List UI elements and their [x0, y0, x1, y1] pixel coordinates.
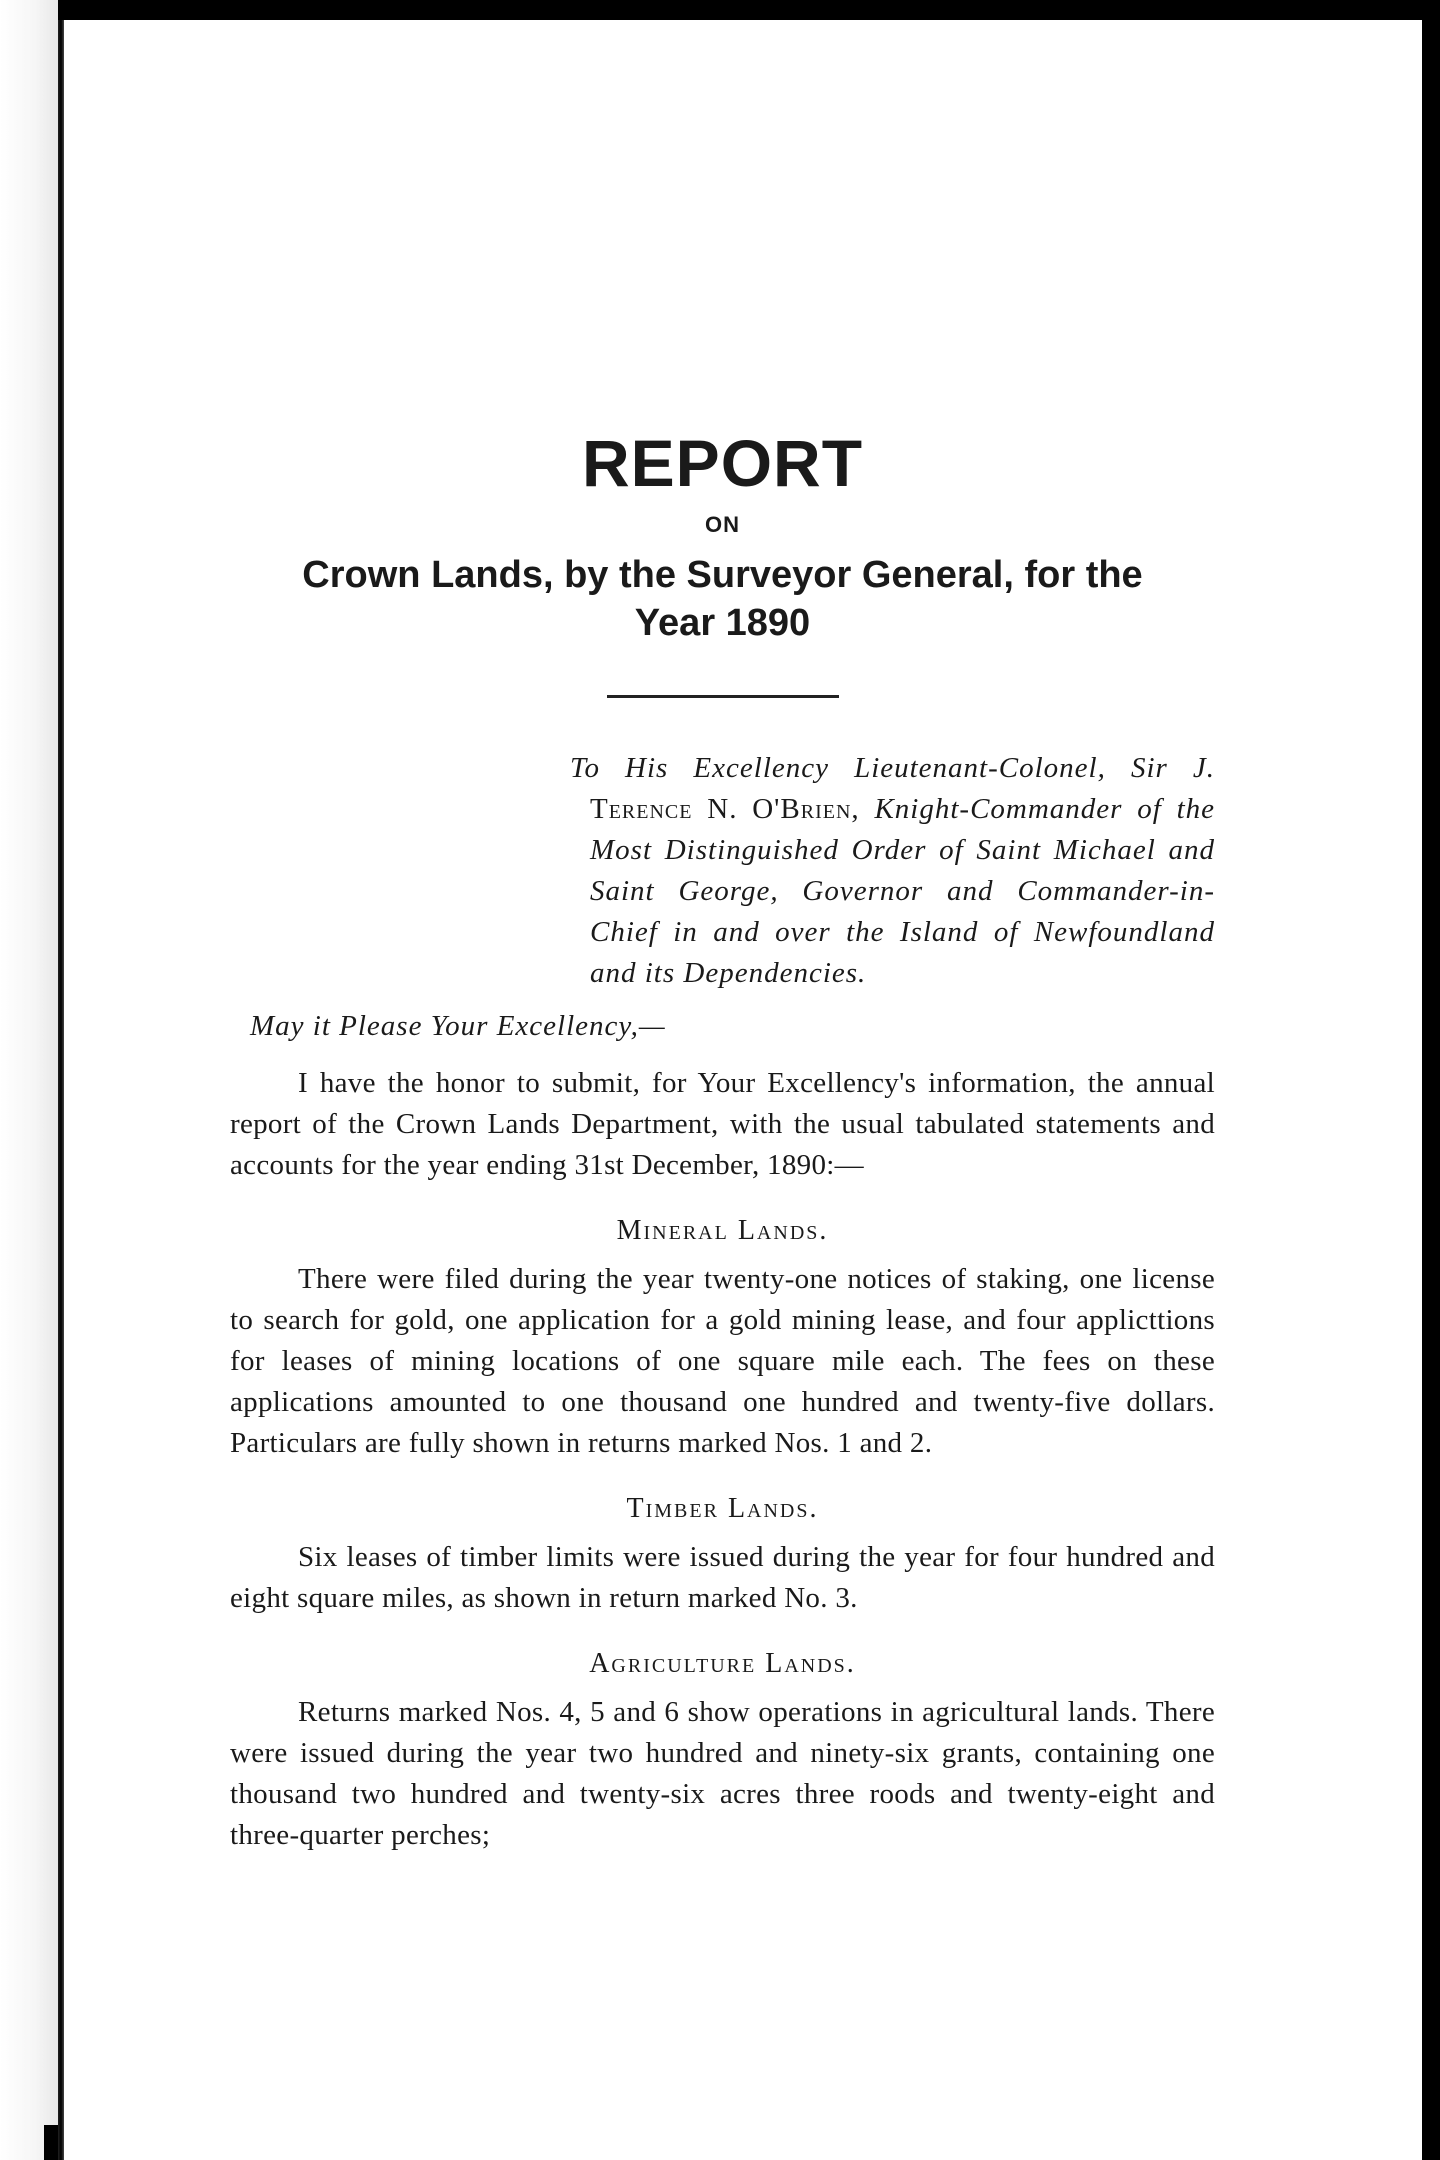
- agriculture-lands-heading: Agriculture Lands.: [589, 1648, 856, 1679]
- address-recipient-name: Terence N. O'Brien,: [590, 793, 860, 825]
- title-divider: [607, 695, 839, 698]
- address-part-2: Knight-Commander of the Most Distinguished Order of Saint Michael and Saint George, Governor and Commander-in-Chief in and over the Island of Newfoundland and its Dependencies.: [590, 793, 1215, 989]
- intro-paragraph: I have the honor to submit, for Your Excellency's information, the annual report of the Crown Lands Department, with the usual tabulated statements and accounts for the year ending 31st December, 1890:—: [230, 1067, 1215, 1181]
- document-page: [230, 426, 1215, 1885]
- scan-top-border: [0, 0, 1440, 20]
- book-spine-shadow: [58, 20, 64, 2160]
- scan-corner-mark: [44, 2125, 58, 2160]
- mineral-lands-heading: Mineral Lands.: [616, 1215, 829, 1246]
- report-title: REPORT: [581, 426, 864, 500]
- scan-right-border: [1422, 0, 1440, 2160]
- address-part-1: To His Excellency Lieutenant-Colonel, Sir J.: [570, 752, 1215, 784]
- timber-lands-paragraph: Six leases of timber limits were issued during the year for four hundred and eight square miles, as shown in return marked No. 3.: [230, 1541, 1215, 1614]
- agriculture-lands-paragraph: Returns marked Nos. 4, 5 and 6 show operations in agricultural lands. There were issued during the year two hundred and ninety-six grants, containing one thousand two hundred and twenty-six acres three roods and twenty-eight and three-quarter perches;: [230, 1696, 1215, 1851]
- mineral-lands-paragraph: There were filed during the year twenty-one notices of staking, one license to search for gold, one application for a gold mining lease, and four applicttions for leases of mining locations of one square mile each. The fees on these applications amounted to one thousand one hundred and twenty-five dollars. Particulars are fully shown in returns marked Nos. 1 and 2.: [230, 1263, 1215, 1459]
- address-block: [570, 748, 1215, 994]
- facing-page-edge: [0, 0, 58, 2160]
- report-subtitle: Crown Lands, by the Surveyor General, for the Year 1890: [302, 554, 1143, 644]
- salutation: May it Please Your Excellency,—: [250, 1010, 666, 1042]
- timber-lands-heading: Timber Lands.: [626, 1493, 819, 1524]
- report-on-label: ON: [705, 512, 740, 537]
